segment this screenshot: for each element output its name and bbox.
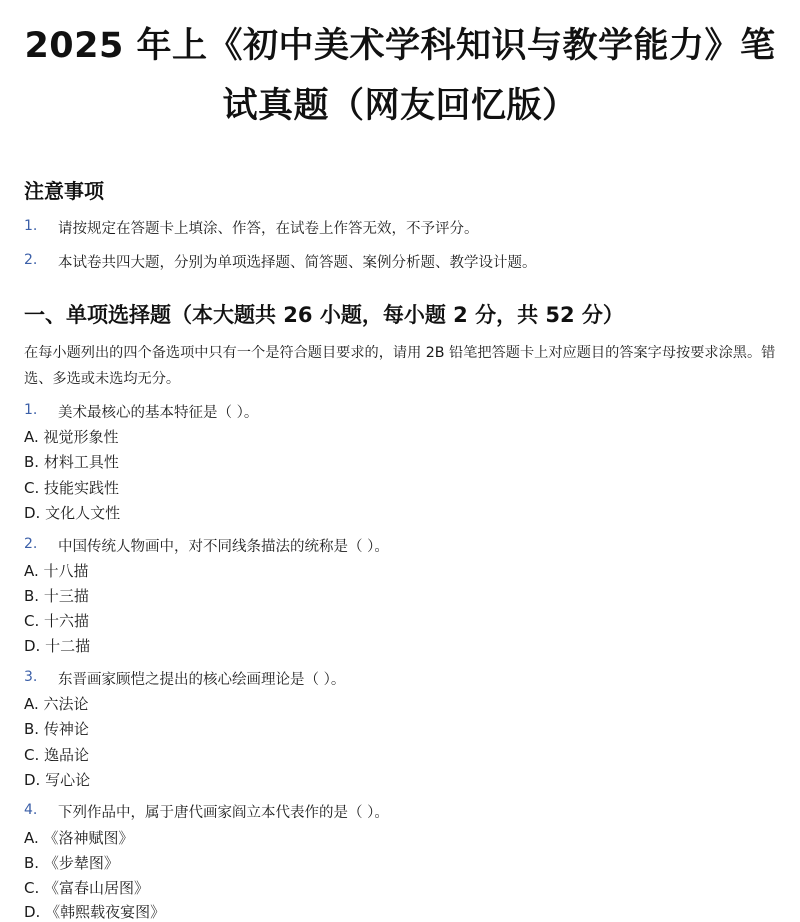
- question-text: 东晋画家顾恺之提出的核心绘画理论是（ ）。: [58, 672, 346, 688]
- question-option: C. 十六描: [24, 612, 90, 630]
- question-option: C. 技能实践性: [24, 479, 120, 497]
- question-option: B. 材料工具性: [24, 453, 119, 471]
- question-option: C. 《富春山居图》: [24, 879, 150, 897]
- notice-item-text: 请按规定在答题卡上填涂、作答，在试卷上作答无效，不予评分。: [58, 221, 479, 237]
- question-number: 3.: [24, 669, 38, 685]
- question-option: C. 逸品论: [24, 746, 90, 764]
- question-option: A. 十八描: [24, 562, 89, 580]
- section-heading: 一、单项选择题（本大题共 26 小题，每小题 2 分，共 52 分）: [24, 303, 624, 327]
- page-title-line-1: 2025 年上《初中美术学科知识与教学能力》笔: [24, 26, 776, 66]
- question-text: 中国传统人物画中，对不同线条描法的统称是（ ）。: [58, 539, 389, 555]
- question-text: 下列作品中，属于唐代画家阎立本代表作的是（ ）。: [58, 805, 389, 821]
- question-option: D. 文化人文性: [24, 504, 121, 522]
- question-option: A. 《洛神赋图》: [24, 829, 134, 847]
- question-text: 美术最核心的基本特征是（ ）。: [58, 405, 259, 421]
- question-option: B. 十三描: [24, 587, 89, 605]
- notice-item-number: 1.: [24, 218, 38, 234]
- question-option: D. 《韩熙载夜宴图》: [24, 903, 166, 921]
- question-option: D. 写心论: [24, 771, 91, 789]
- question-number: 4.: [24, 802, 38, 818]
- question-option: B. 《步辇图》: [24, 854, 119, 872]
- question-option: D. 十二描: [24, 637, 91, 655]
- section-instructions: 在每小题列出的四个备选项中只有一个是符合题目要求的，请用 2B 铅笔把答题卡上对应题目的答案字母按要求涂黑。错选、多选或未选均无分。: [24, 345, 776, 387]
- notice-item-number: 2.: [24, 252, 38, 268]
- question-number: 1.: [24, 402, 38, 418]
- question-option: A. 视觉形象性: [24, 428, 119, 446]
- question-number: 2.: [24, 536, 38, 552]
- question-option: B. 传神论: [24, 720, 89, 738]
- notice-item-text: 本试卷共四大题，分别为单项选择题、简答题、案例分析题、教学设计题。: [58, 255, 537, 271]
- notice-heading: 注意事项: [24, 179, 104, 203]
- question-option: A. 六法论: [24, 695, 89, 713]
- page-title-line-2: 试真题（网友回忆版）: [222, 86, 578, 126]
